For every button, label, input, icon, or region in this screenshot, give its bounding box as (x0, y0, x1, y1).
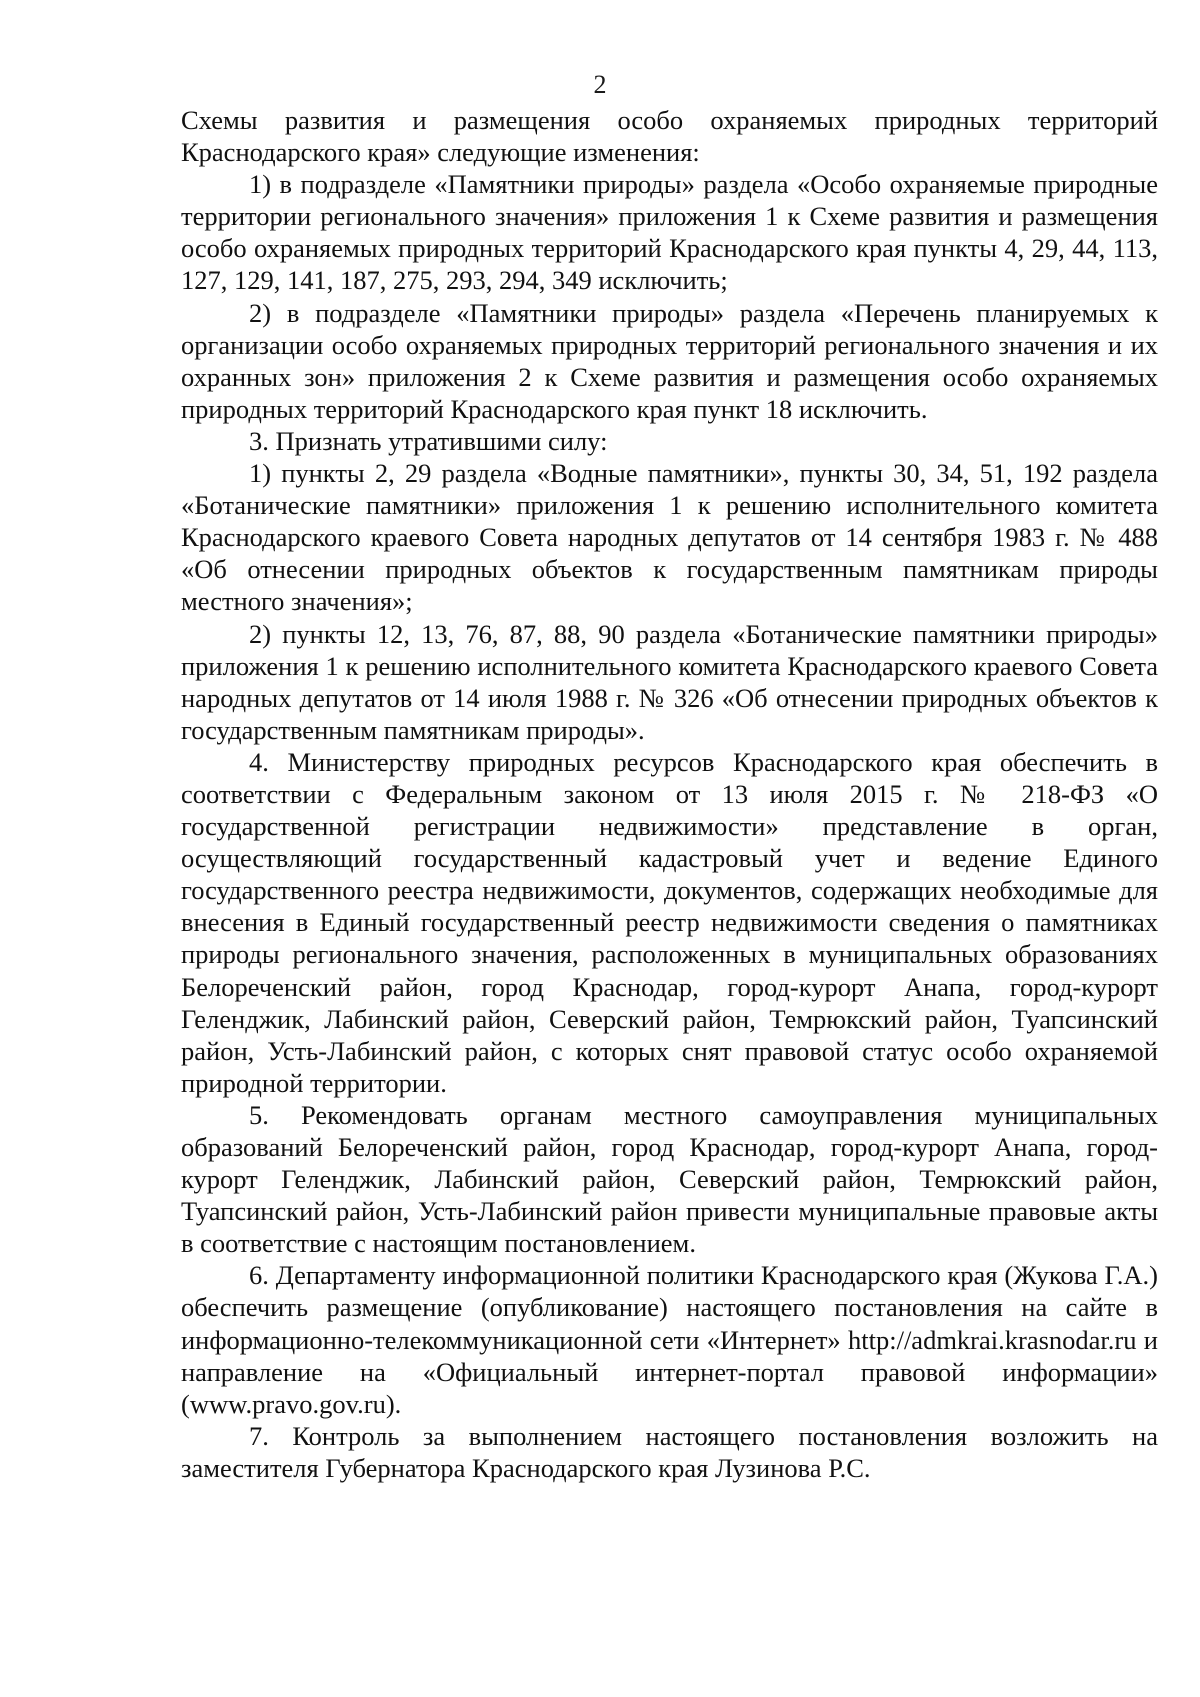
paragraph-section-4: 4. Министерству природных ресурсов Краснодарского края обеспечить в соответствии с Федеральным законом от 13 июля 2015 г. № 218-ФЗ «О государственной регистрации недвижимости» представление в орган, осуществляющий государственный кадастровый учет и ведение Единого государственного реестра недвижимости, документов, содержащих необходимые для внесения в Единый государственный реестр недвижимости сведения о памятниках природы регионального значения, расположенных в муниципальных образованиях Белореченский район, город Краснодар, город-курорт Анапа, город-курорт Геленджик, Лабинский район, Северский район, Темрюкский район, Туапсинский район, Усть-Лабинский район, с которых снят правовой статус особо охраняемой природной территории. (181, 746, 1158, 1098)
paragraph-section-5: 5. Рекомендовать органам местного самоуправления муниципальных образований Белореченский район, город Краснодар, город-курорт Анапа, город-курорт Геленджик, Лабинский район, Северский район, Темрюкский район, Туапсинский район, Усть-Лабинский район привести муниципальные правовые акты в соответствие с настоящим постановлением. (181, 1099, 1158, 1259)
paragraph-section-3-item-2: 2) пункты 12, 13, 76, 87, 88, 90 раздела «Ботанические памятники природы» приложения 1 к решению исполнительного комитета Краснодарского краевого Совета народных депутатов от 14 июля 1988 г. № 326 «Об отнесении природных объектов к государственным памятникам природы». (181, 618, 1158, 745)
paragraph-section-7: 7. Контроль за выполнением настоящего постановления возложить на заместителя Губернатора Краснодарского края Лузинова Р.С. (181, 1420, 1158, 1483)
document-body (181, 104, 1158, 1484)
paragraph-continuation: Схемы развития и размещения особо охраняемых природных территорий Краснодарского края» следующие изменения: (181, 105, 1158, 168)
paragraph-section-3: 3. Признать утратившими силу: (249, 425, 608, 456)
page-number: 2 (593, 70, 607, 99)
paragraph-item-1: 1) в подразделе «Памятники природы» раздела «Особо охраняемые природные территории регионального значения» приложения 1 к Схеме развития и размещения особо охраняемых природных территорий Краснодарского края пункты 4, 29, 44, 113, 127, 129, 141, 187, 275, 293, 294, 349 исключить; (181, 169, 1158, 296)
paragraph-section-6: 6. Департаменту информационной политики Краснодарского края (Жукова Г.А.) обеспечить размещение (опубликование) настоящего постановления на сайте в информационно-телекоммуникационной сети «Интернет» http://admkrai.krasnodar.ru и направление на «Официальный интернет-портал правовой информации» (www.pravo.gov.ru). (181, 1260, 1158, 1419)
paragraph-item-2: 2) в подразделе «Памятники природы» раздела «Перечень планируемых к организации особо охраняемых природных территорий регионального значения и их охранных зон» приложения 2 к Схеме развития и размещения особо охраняемых природных территорий Краснодарского края пункт 18 исключить. (181, 297, 1158, 424)
paragraph-section-3-item-1: 1) пункты 2, 29 раздела «Водные памятники», пункты 30, 34, 51, 192 раздела «Ботанические памятники» приложения 1 к решению исполнительного комитета Краснодарского краевого Совета народных депутатов от 14 сентября 1983 г. № 488 «Об отнесении природных объектов к государственным памятникам природы местного значения»; (181, 458, 1158, 617)
